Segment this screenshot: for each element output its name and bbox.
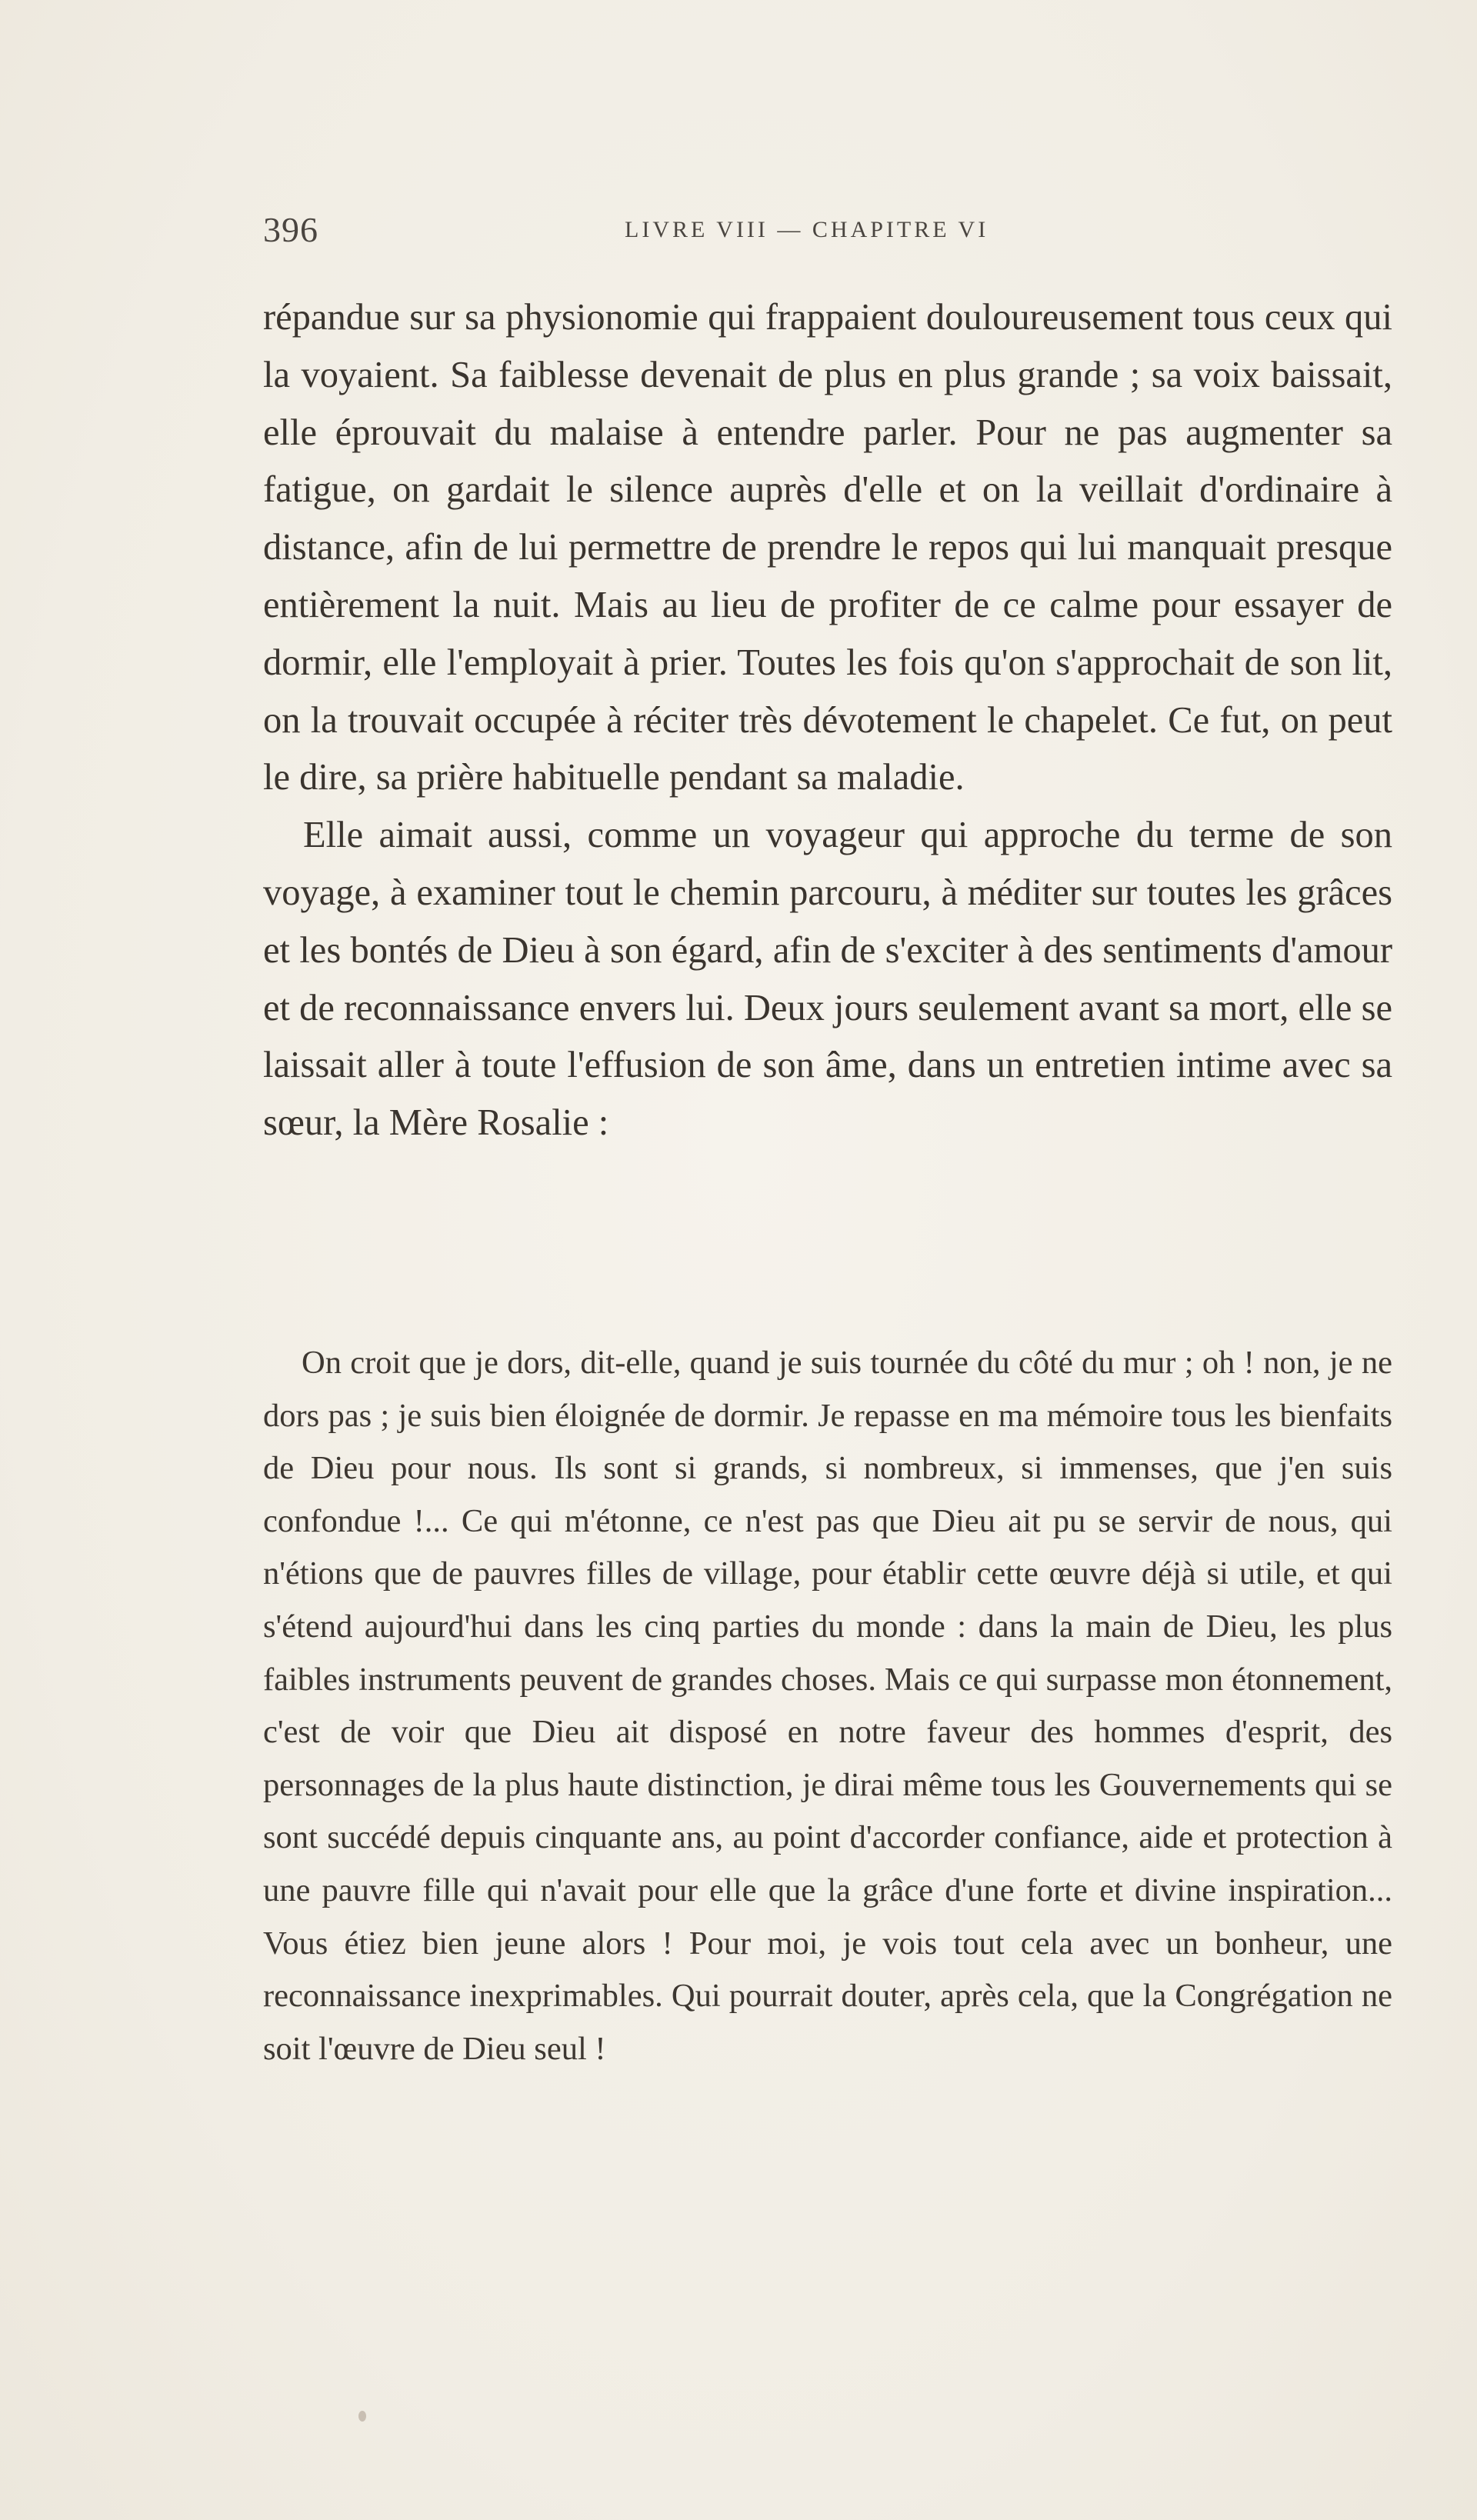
block-quotation xyxy=(263,1337,1392,2075)
quotation-text: On croit que je dors, dit-elle, quand je suis tournée du côté du mur ; oh ! non, je ne dors pas ; je suis bien éloignée de dormir. Je repasse en ma mémoire tous les bienfaits de Dieu pour nous. Ils sont si grands, si nombreux, si immenses, que j'en suis confondue !... Ce qui m'étonne, ce n'est pas que Dieu ait pu se servir de nous, qui n'étions que de pauvres filles de village, pour établir cette œuvre déjà si utile, et qui s'étend aujourd'hui dans les cinq parties du monde : dans la main de Dieu, les plus faibles instruments peuvent de grandes choses. Mais ce qui surpasse mon étonnement, c'est de voir que Dieu ait disposé en notre faveur des hommes d'esprit, des personnages de la plus haute distinction, je dirai même tous les Gouvernements qui se sont succédé depuis cinquante ans, au point d'accorder confiance, aide et protection à une pauvre fille qui n'avait pour elle que la grâce d'une forte et divine inspiration... Vous étiez bien jeune alors ! Pour moi, je vois tout cela avec un bonheur, une reconnaissance inexprimables. Qui pourrait douter, après cela, que la Congrégation ne soit l'œuvre de Dieu seul ! xyxy=(263,1345,1392,2067)
running-title: LIVRE VIII — CHAPITRE VI xyxy=(625,217,989,242)
main-text xyxy=(263,289,1392,1152)
running-head xyxy=(263,209,1399,255)
paragraph: Elle aimait aussi, comme un voyageur qui approche du terme de son voyage, à examiner tout le chemin parcouru, à méditer sur toutes les grâces et les bontés de Dieu à son égard, afin de s'exciter à des sentiments d'amour et de reconnaissance envers lui. Deux jours seulement avant sa mort, elle se laissait aller à toute l'effusion de son âme, dans un entretien intime avec sa sœur, la Mère Rosalie : xyxy=(263,815,1392,1144)
page-number: 396 xyxy=(263,210,318,249)
paragraph: répandue sur sa physionomie qui frappaient douloureusement tous ceux qui la voyaient. Sa faiblesse devenait de plus en plus grande ; sa voix baissait, elle éprouvait du malaise à entendre parler. Pour ne pas augmenter sa fatigue, on gardait le silence auprès d'elle et on la veillait d'ordinaire à distance, afin de lui permettre de prendre le repos qui lui manquait presque entièrement la nuit. Mais au lieu de profiter de ce calme pour essayer de dormir, elle l'employait à prier. Toutes les fois qu'on s'approchait de son lit, on la trouvait occupée à réciter très dévotement le chapelet. Ce fut, on peut le dire, sa prière habituelle pendant sa maladie. xyxy=(263,297,1392,798)
paper-speck xyxy=(358,2411,366,2422)
